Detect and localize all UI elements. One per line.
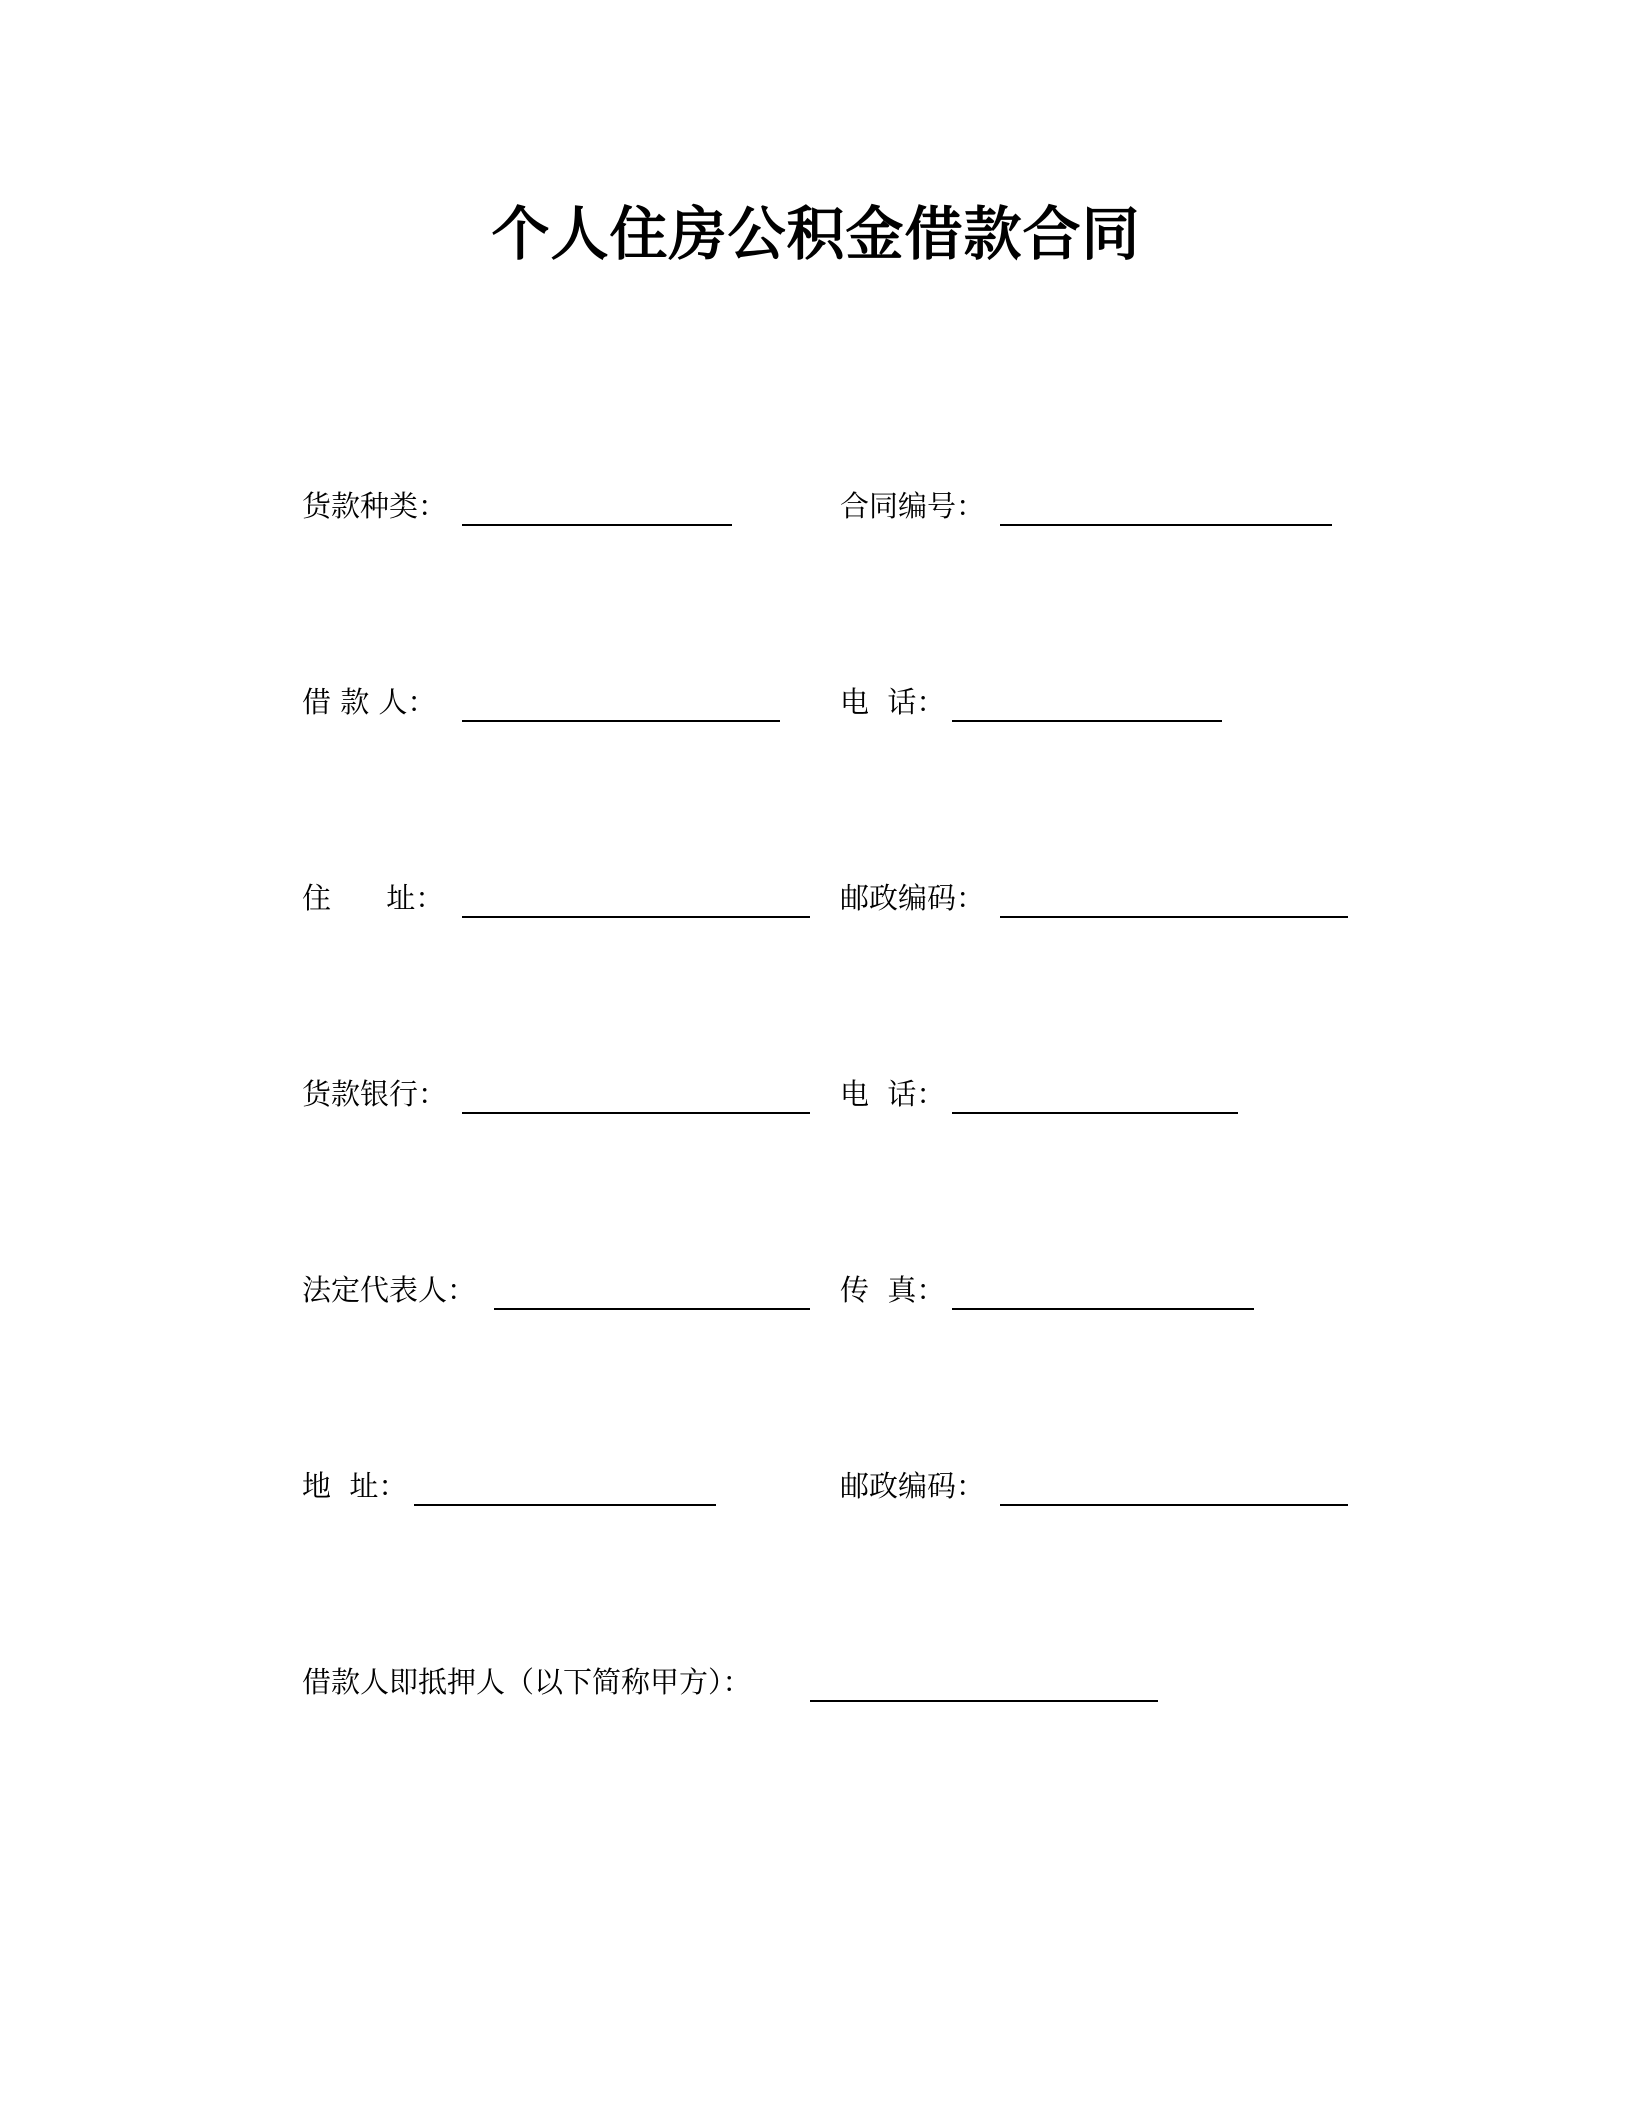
bank-address-blank[interactable] — [414, 1504, 716, 1506]
fax-label: 传 真： — [840, 1273, 946, 1307]
contract-no-blank[interactable] — [1000, 524, 1332, 526]
document-title: 个人住房公积金借款合同 — [491, 200, 1141, 268]
party-a-field — [302, 1660, 1182, 1704]
contract-no-field — [840, 484, 1340, 528]
bank-phone-blank[interactable] — [952, 1112, 1238, 1114]
borrower-phone-label: 电 话： — [840, 685, 946, 719]
contract-no-label: 合同编号： — [840, 489, 986, 523]
borrower-blank[interactable] — [462, 720, 780, 722]
borrower-label: 借 款 人： — [302, 685, 437, 719]
loan-type-label: 货款种类： — [302, 489, 448, 523]
loan-bank-label: 货款银行： — [302, 1077, 448, 1111]
borrower-phone-blank[interactable] — [952, 720, 1222, 722]
bank-postcode-field — [840, 1464, 1360, 1508]
bank-phone-label: 电 话： — [840, 1077, 946, 1111]
address-blank[interactable] — [462, 916, 810, 918]
borrower-phone-field — [840, 680, 1240, 724]
legal-rep-field — [302, 1268, 822, 1312]
bank-postcode-blank[interactable] — [1000, 1504, 1348, 1506]
loan-type-field — [302, 484, 742, 528]
loan-bank-blank[interactable] — [462, 1112, 810, 1114]
bank-postcode-label: 邮政编码： — [840, 1469, 986, 1503]
postcode-label: 邮政编码： — [840, 881, 986, 915]
bank-phone-field — [840, 1072, 1260, 1116]
fax-blank[interactable] — [952, 1308, 1254, 1310]
party-a-label: 借款人即抵押人（以下简称甲方）： — [302, 1665, 752, 1699]
bank-address-label: 地 址： — [302, 1469, 408, 1503]
postcode-blank[interactable] — [1000, 916, 1348, 918]
loan-type-blank[interactable] — [462, 524, 732, 526]
address-field — [302, 876, 822, 920]
loan-bank-field — [302, 1072, 822, 1116]
legal-rep-blank[interactable] — [494, 1308, 810, 1310]
bank-address-field — [302, 1464, 742, 1508]
fax-field — [840, 1268, 1280, 1312]
postcode-field — [840, 876, 1360, 920]
address-label: 住 址： — [302, 881, 445, 915]
party-a-blank[interactable] — [810, 1700, 1158, 1702]
legal-rep-label: 法定代表人： — [302, 1273, 477, 1307]
borrower-field — [302, 680, 782, 724]
